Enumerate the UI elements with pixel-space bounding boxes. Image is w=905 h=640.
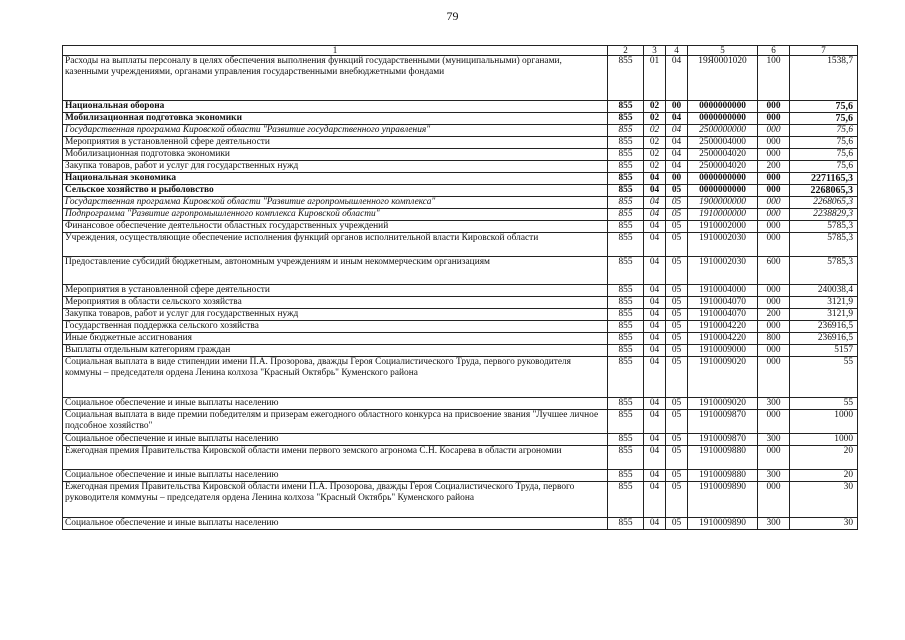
cell-code: 855: [608, 518, 644, 530]
cell-target: 19Я0001020: [688, 56, 758, 101]
cell-code: 855: [608, 321, 644, 333]
cell-expense-type: 300: [758, 398, 790, 410]
cell-expense-type: 000: [758, 446, 790, 470]
cell-target: 1910009890: [688, 482, 758, 518]
cell-target: 2500004020: [688, 161, 758, 173]
cell-name: Социальная выплата в виде стипендии имени П.А. Прозорова, дважды Героя Социалистического Труда, первого руководителя коммуны – председателя ордена Ленина колхоза "Красный Октябрь" Куменского района: [63, 357, 608, 398]
cell-target: 1910009880: [688, 470, 758, 482]
table-row: [63, 410, 858, 434]
cell-subsection: 05: [666, 233, 688, 257]
cell-amount: 30: [790, 518, 858, 530]
cell-expense-type: 000: [758, 410, 790, 434]
cell-code: 855: [608, 209, 644, 221]
cell-target: 1910004220: [688, 333, 758, 345]
cell-section: 04: [644, 209, 666, 221]
cell-amount: 55: [790, 357, 858, 398]
cell-name: Иные бюджетные ассигнования: [63, 333, 608, 345]
cell-code: 855: [608, 357, 644, 398]
table-row: [63, 398, 858, 410]
cell-amount: 20: [790, 470, 858, 482]
cell-name: Мобилизационная подготовка экономики: [63, 113, 608, 125]
cell-section: 04: [644, 434, 666, 446]
cell-name: Сельское хозяйство и рыболовство: [63, 185, 608, 197]
table-row: [63, 518, 858, 530]
cell-code: 855: [608, 297, 644, 309]
cell-target: 1910004000: [688, 285, 758, 297]
cell-expense-type: 000: [758, 209, 790, 221]
cell-code: 855: [608, 345, 644, 357]
cell-expense-type: 000: [758, 482, 790, 518]
table-row: [63, 209, 858, 221]
cell-name: Ежегодная премия Правительства Кировской области имени первого земского агронома С.Н. Косарева в области агрономии: [63, 446, 608, 470]
cell-subsection: 05: [666, 321, 688, 333]
cell-name: Мероприятия в области сельского хозяйства: [63, 297, 608, 309]
cell-amount: 75,6: [790, 125, 858, 137]
cell-code: 855: [608, 309, 644, 321]
cell-code: 855: [608, 233, 644, 257]
cell-subsection: 05: [666, 446, 688, 470]
cell-code: 855: [608, 482, 644, 518]
page-number: 79: [446, 9, 459, 23]
header-cell-7: 7: [790, 46, 858, 56]
cell-section: 04: [644, 321, 666, 333]
cell-target: 1910002030: [688, 257, 758, 285]
cell-section: 04: [644, 410, 666, 434]
cell-subsection: 05: [666, 209, 688, 221]
cell-subsection: 05: [666, 297, 688, 309]
cell-subsection: 04: [666, 137, 688, 149]
cell-target: 1910009870: [688, 410, 758, 434]
cell-expense-type: 000: [758, 113, 790, 125]
cell-expense-type: 000: [758, 345, 790, 357]
cell-amount: 1538,7: [790, 56, 858, 101]
cell-name: Национальная оборона: [63, 101, 608, 113]
cell-subsection: 04: [666, 161, 688, 173]
cell-subsection: 05: [666, 357, 688, 398]
cell-subsection: 05: [666, 257, 688, 285]
cell-amount: 236916,5: [790, 321, 858, 333]
cell-name: Учреждения, осуществляющие обеспечение исполнения функций органов исполнительной власти Кировской области: [63, 233, 608, 257]
cell-expense-type: 100: [758, 56, 790, 101]
cell-subsection: 05: [666, 482, 688, 518]
cell-subsection: 05: [666, 285, 688, 297]
cell-expense-type: 800: [758, 333, 790, 345]
cell-amount: 75,6: [790, 161, 858, 173]
cell-section: 04: [644, 173, 666, 185]
cell-name: Социальная выплата в виде премии победителям и призерам ежегодного областного конкурса на присвоение звания "Лучшее личное подсобное хозяйство": [63, 410, 608, 434]
cell-target: 1910002000: [688, 221, 758, 233]
table-row: [63, 197, 858, 209]
table-row: [63, 321, 858, 333]
cell-name: Государственная программа Кировской области "Развитие государственного управления": [63, 125, 608, 137]
cell-expense-type: 000: [758, 137, 790, 149]
cell-section: 02: [644, 149, 666, 161]
cell-amount: 3121,9: [790, 309, 858, 321]
cell-target: 0000000000: [688, 113, 758, 125]
cell-target: 2500004020: [688, 149, 758, 161]
cell-amount: 2268065,3: [790, 197, 858, 209]
cell-expense-type: 000: [758, 173, 790, 185]
cell-amount: 20: [790, 446, 858, 470]
cell-expense-type: 000: [758, 285, 790, 297]
cell-code: 855: [608, 446, 644, 470]
cell-expense-type: 000: [758, 125, 790, 137]
cell-amount: 240038,4: [790, 285, 858, 297]
table-row: [63, 333, 858, 345]
cell-section: 01: [644, 56, 666, 101]
table-row: [63, 125, 858, 137]
header-cell-3: 3: [644, 46, 666, 56]
cell-amount: 236916,5: [790, 333, 858, 345]
table-row: [63, 221, 858, 233]
cell-expense-type: 000: [758, 197, 790, 209]
cell-subsection: 05: [666, 185, 688, 197]
cell-code: 855: [608, 173, 644, 185]
cell-amount: 5785,3: [790, 257, 858, 285]
cell-name: Финансовое обеспечение деятельности областных государственных учреждений: [63, 221, 608, 233]
cell-amount: 5785,3: [790, 233, 858, 257]
cell-code: 855: [608, 113, 644, 125]
cell-name: Национальная экономика: [63, 173, 608, 185]
cell-expense-type: 000: [758, 357, 790, 398]
cell-section: 04: [644, 221, 666, 233]
cell-section: 04: [644, 185, 666, 197]
cell-name: Мероприятия в установленной сфере деятельности: [63, 137, 608, 149]
table-row: [63, 137, 858, 149]
cell-subsection: 04: [666, 113, 688, 125]
table-row: [63, 434, 858, 446]
cell-name: Подпрограмма "Развитие агропромышленного комплекса Кировской области": [63, 209, 608, 221]
cell-expense-type: 000: [758, 233, 790, 257]
header-cell-2: 2: [608, 46, 644, 56]
table-row: [63, 149, 858, 161]
cell-subsection: 00: [666, 173, 688, 185]
cell-name: Выплаты отдельным категориям граждан: [63, 345, 608, 357]
cell-target: 1910009020: [688, 357, 758, 398]
cell-amount: 3121,9: [790, 297, 858, 309]
cell-section: 04: [644, 398, 666, 410]
cell-target: 0000000000: [688, 185, 758, 197]
cell-target: 1910004070: [688, 297, 758, 309]
table-row: [63, 285, 858, 297]
table-row: [63, 470, 858, 482]
cell-target: 1910002030: [688, 233, 758, 257]
cell-name: Социальное обеспечение и иные выплаты населению: [63, 470, 608, 482]
cell-subsection: 05: [666, 398, 688, 410]
cell-name: Закупка товаров, работ и услуг для государственных нужд: [63, 161, 608, 173]
table-row: [63, 56, 858, 101]
cell-expense-type: 000: [758, 149, 790, 161]
cell-code: 855: [608, 101, 644, 113]
cell-code: 855: [608, 197, 644, 209]
cell-subsection: 05: [666, 345, 688, 357]
table-row: [63, 345, 858, 357]
cell-amount: 75,6: [790, 113, 858, 125]
cell-subsection: 04: [666, 125, 688, 137]
cell-section: 04: [644, 357, 666, 398]
cell-section: 02: [644, 137, 666, 149]
table-row: [63, 233, 858, 257]
cell-expense-type: 000: [758, 101, 790, 113]
cell-name: Закупка товаров, работ и услуг для государственных нужд: [63, 309, 608, 321]
table-row: [63, 161, 858, 173]
cell-name: Социальное обеспечение и иные выплаты населению: [63, 518, 608, 530]
cell-subsection: 05: [666, 518, 688, 530]
cell-target: 1900000000: [688, 197, 758, 209]
cell-target: 2500000000: [688, 125, 758, 137]
cell-amount: 30: [790, 482, 858, 518]
cell-amount: 2268065,3: [790, 185, 858, 197]
table-row: [63, 309, 858, 321]
table-body: [63, 56, 858, 530]
cell-name: Государственная поддержка сельского хозяйства: [63, 321, 608, 333]
cell-amount: 1000: [790, 410, 858, 434]
cell-section: 04: [644, 257, 666, 285]
cell-code: 855: [608, 434, 644, 446]
cell-expense-type: 300: [758, 518, 790, 530]
cell-code: 855: [608, 161, 644, 173]
cell-target: 2500004000: [688, 137, 758, 149]
cell-subsection: 05: [666, 410, 688, 434]
cell-target: 0000000000: [688, 173, 758, 185]
cell-section: 04: [644, 482, 666, 518]
cell-section: 04: [644, 197, 666, 209]
cell-expense-type: 300: [758, 470, 790, 482]
cell-code: 855: [608, 410, 644, 434]
header-cell-4: 4: [666, 46, 688, 56]
cell-name: Мобилизационная подготовка экономики: [63, 149, 608, 161]
cell-code: 855: [608, 221, 644, 233]
cell-target: 1910009890: [688, 518, 758, 530]
cell-subsection: 05: [666, 221, 688, 233]
table-row: [63, 446, 858, 470]
cell-expense-type: 000: [758, 221, 790, 233]
cell-section: 04: [644, 446, 666, 470]
cell-code: 855: [608, 125, 644, 137]
table-row: [63, 185, 858, 197]
header-cell-6: 6: [758, 46, 790, 56]
table-row: [63, 113, 858, 125]
cell-amount: 5785,3: [790, 221, 858, 233]
cell-target: 1910004070: [688, 309, 758, 321]
table-row: [63, 101, 858, 113]
table-row: [63, 257, 858, 285]
cell-target: 1910009870: [688, 434, 758, 446]
cell-target: 1910009000: [688, 345, 758, 357]
cell-code: 855: [608, 56, 644, 101]
cell-amount: 55: [790, 398, 858, 410]
table-row: [63, 357, 858, 398]
cell-amount: 2271165,3: [790, 173, 858, 185]
cell-section: 04: [644, 285, 666, 297]
cell-target: 1910000000: [688, 209, 758, 221]
header-cell-5: 5: [688, 46, 758, 56]
cell-section: 04: [644, 297, 666, 309]
cell-expense-type: 000: [758, 185, 790, 197]
table-row: [63, 173, 858, 185]
cell-section: 02: [644, 161, 666, 173]
cell-name: Государственная программа Кировской области "Развитие агропромышленного комплекса": [63, 197, 608, 209]
cell-amount: 75,6: [790, 101, 858, 113]
cell-code: 855: [608, 398, 644, 410]
cell-subsection: 05: [666, 309, 688, 321]
cell-code: 855: [608, 470, 644, 482]
cell-subsection: 05: [666, 333, 688, 345]
cell-subsection: 04: [666, 56, 688, 101]
cell-subsection: 00: [666, 101, 688, 113]
cell-expense-type: 000: [758, 297, 790, 309]
cell-code: 855: [608, 149, 644, 161]
cell-amount: 2238829,3: [790, 209, 858, 221]
table-row: [63, 482, 858, 518]
cell-expense-type: 600: [758, 257, 790, 285]
cell-subsection: 05: [666, 197, 688, 209]
table-header-row: [63, 46, 858, 56]
table-row: [63, 297, 858, 309]
cell-section: 04: [644, 333, 666, 345]
cell-section: 04: [644, 233, 666, 257]
budget-table: [62, 45, 858, 530]
cell-name: Социальное обеспечение и иные выплаты населению: [63, 434, 608, 446]
cell-section: 04: [644, 309, 666, 321]
cell-code: 855: [608, 185, 644, 197]
cell-target: 1910004220: [688, 321, 758, 333]
cell-code: 855: [608, 137, 644, 149]
cell-expense-type: 300: [758, 434, 790, 446]
cell-section: 04: [644, 470, 666, 482]
cell-expense-type: 200: [758, 309, 790, 321]
cell-subsection: 04: [666, 149, 688, 161]
cell-expense-type: 000: [758, 321, 790, 333]
cell-section: 02: [644, 101, 666, 113]
cell-expense-type: 200: [758, 161, 790, 173]
cell-name: Расходы на выплаты персоналу в целях обеспечения выполнения функций государственными (муниципальными) органами, казенными учреждениями, органами управления государственными внебюджетными фондами: [63, 56, 608, 101]
cell-section: 02: [644, 113, 666, 125]
cell-section: 04: [644, 518, 666, 530]
header-cell-1: 1: [63, 46, 608, 56]
cell-name: Предоставление субсидий бюджетным, автономным учреждениям и иным некоммерческим организациям: [63, 257, 608, 285]
cell-section: 04: [644, 345, 666, 357]
cell-name: Социальное обеспечение и иные выплаты населению: [63, 398, 608, 410]
budget-table-container: [62, 45, 857, 530]
cell-amount: 75,6: [790, 149, 858, 161]
cell-code: 855: [608, 285, 644, 297]
cell-code: 855: [608, 257, 644, 285]
cell-subsection: 05: [666, 470, 688, 482]
cell-target: 1910009880: [688, 446, 758, 470]
cell-amount: 1000: [790, 434, 858, 446]
cell-subsection: 05: [666, 434, 688, 446]
cell-target: 1910009020: [688, 398, 758, 410]
cell-code: 855: [608, 333, 644, 345]
cell-name: Ежегодная премия Правительства Кировской области имени П.А. Прозорова, дважды Героя Социалистического Труда, первого руководителя коммуны – председателя ордена Ленина колхоза "Красный Октябрь" Куменского района: [63, 482, 608, 518]
cell-target: 0000000000: [688, 101, 758, 113]
cell-amount: 5157: [790, 345, 858, 357]
cell-section: 02: [644, 125, 666, 137]
cell-name: Мероприятия в установленной сфере деятельности: [63, 285, 608, 297]
cell-amount: 75,6: [790, 137, 858, 149]
